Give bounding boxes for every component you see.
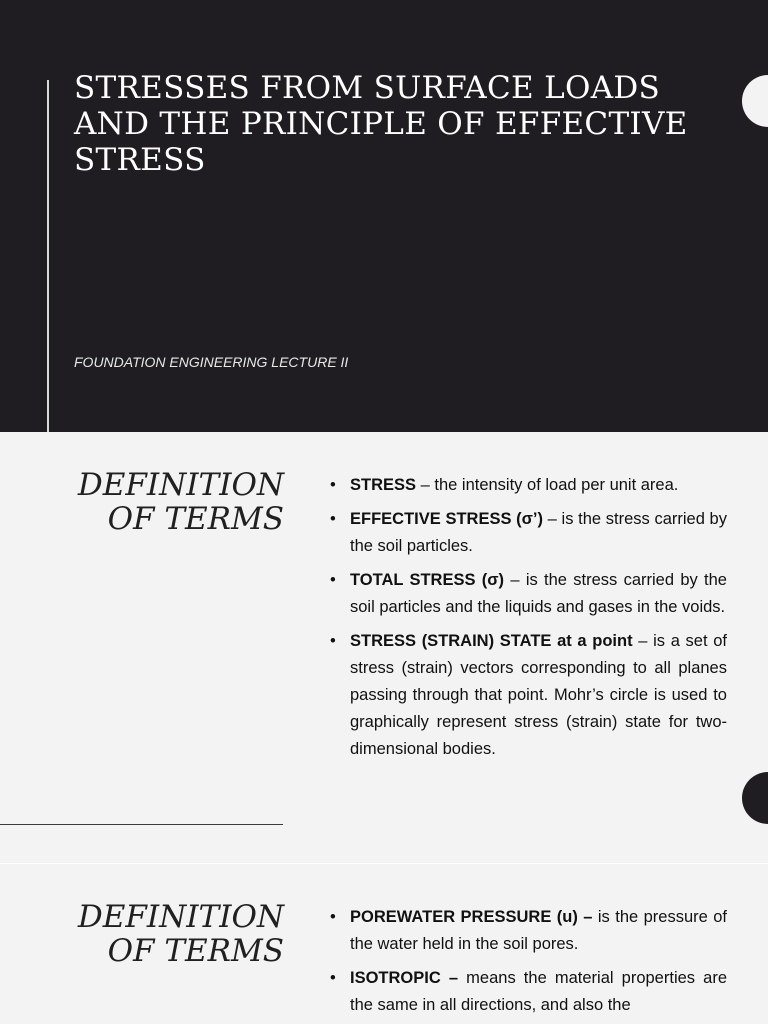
term-definition: – is the stress carried by the soil particles and the liquids and gases in the voids.	[350, 571, 727, 616]
title-slide	[0, 0, 768, 432]
list-item	[330, 567, 727, 621]
slide-heading: DEFINITION OF TERMS	[77, 467, 284, 537]
term-definition: – is a set of stress (strain) vectors corresponding to all planes passing through that point. Mohr’s circle is used to graphically represent stress (strain) state for two-dimensional bodies.	[350, 632, 728, 758]
term-label: POREWATER PRESSURE (u) –	[350, 908, 593, 926]
term-definition: is the pressure of the water held in the soil pores.	[350, 908, 728, 953]
term-definition: means the material properties are the same in all directions, and also the	[350, 969, 727, 1014]
term-label: STRESS (STRAIN) STATE at a point	[350, 632, 633, 650]
term-definition: – is the stress carried by the soil particles.	[350, 510, 727, 555]
list-item	[330, 506, 727, 560]
slide-heading: DEFINITION OF TERMS	[77, 899, 284, 969]
definition-list	[330, 472, 727, 770]
accent-horizontal-line	[0, 824, 283, 825]
list-item	[330, 628, 727, 763]
definition-slide-1	[0, 432, 768, 864]
list-item	[330, 965, 727, 1019]
term-label: TOTAL STRESS (σ)	[350, 571, 505, 589]
accent-vertical-line	[47, 80, 49, 432]
term-label: ISOTROPIC –	[350, 969, 459, 987]
presentation-subtitle: FOUNDATION ENGINEERING LECTURE II	[74, 354, 349, 370]
decorative-circle	[742, 772, 768, 824]
list-item	[330, 472, 727, 499]
list-item	[330, 904, 727, 958]
term-definition: – the intensity of load per unit area.	[416, 476, 679, 494]
definition-list	[330, 904, 727, 1024]
definition-slide-2	[0, 864, 768, 1024]
presentation-title: STRESSES FROM SURFACE LOADS AND THE PRINCIPLE OF EFFECTIVE STRESS	[74, 70, 688, 178]
term-label: STRESS	[350, 476, 417, 494]
decorative-circle	[742, 75, 768, 127]
term-label: EFFECTIVE STRESS (σ’)	[350, 510, 543, 528]
